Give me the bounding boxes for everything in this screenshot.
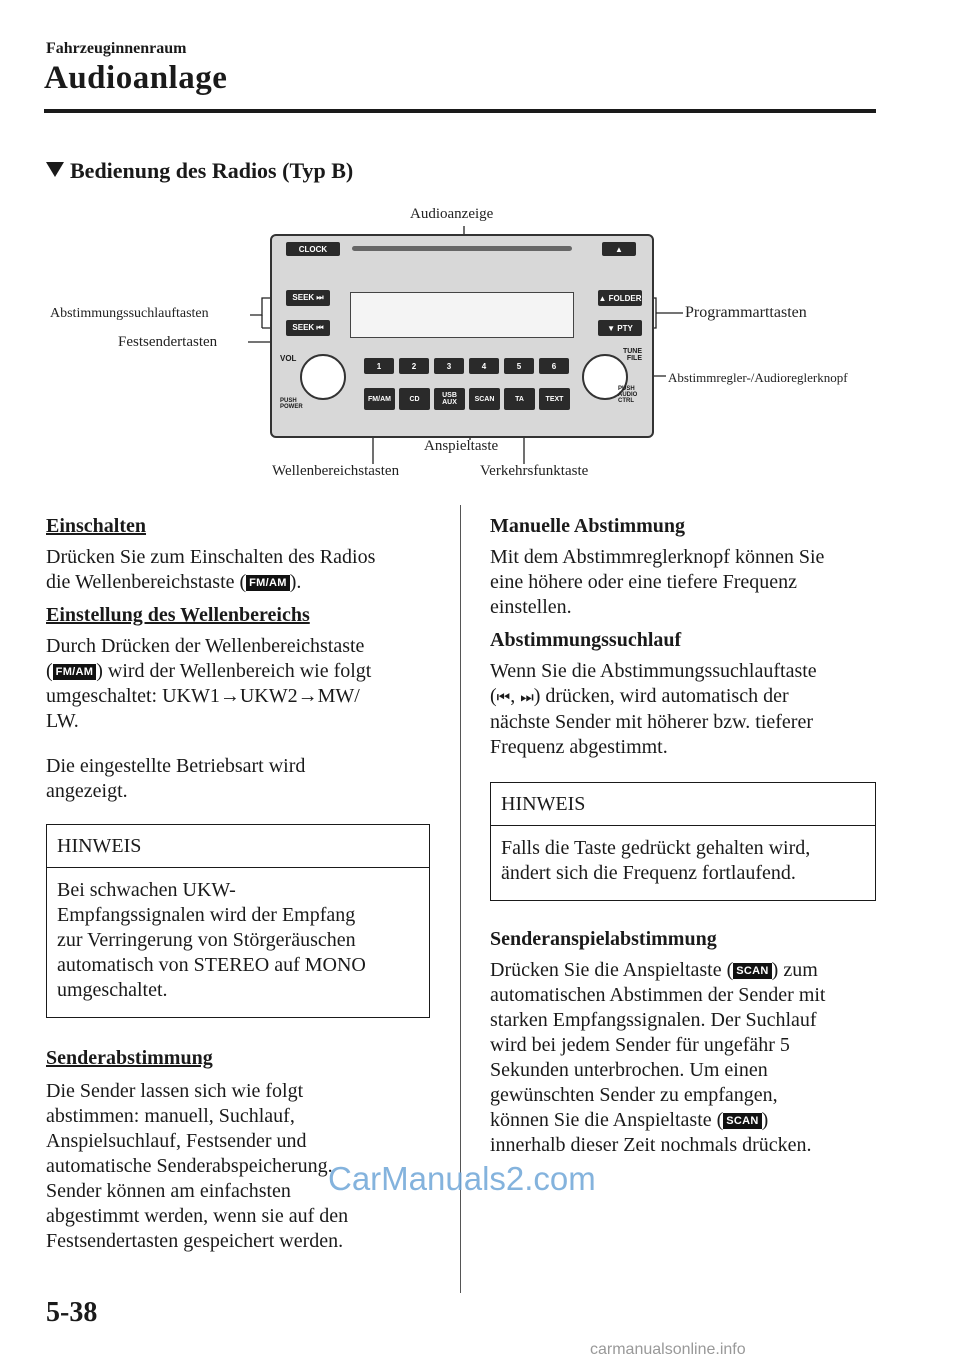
text-line: automatischen Abstimmen der Sender mit (490, 984, 826, 1006)
vol-label: VOL (280, 354, 297, 363)
note-heading: HINWEIS (47, 825, 429, 868)
seek-prev-icon: ⏮ (496, 688, 511, 706)
text-line: wird bei jedem Sender für ungefähr 5 (490, 1034, 790, 1056)
scan-badge-icon: SCAN (733, 963, 771, 979)
section-header: Fahrzeuginnenraum (46, 40, 187, 57)
page-number: 5-38 (46, 1297, 98, 1328)
preset-button-6[interactable]: 6 (539, 358, 569, 374)
preset-button-1[interactable]: 1 (364, 358, 394, 374)
seek-up-button[interactable]: SEEK ⏭ (286, 290, 330, 306)
header-rule (44, 109, 876, 113)
triangle-down-icon (46, 162, 64, 177)
tune-file-label: TUNE FILE (622, 348, 642, 362)
seek-down-button[interactable]: SEEK ⏮ (286, 320, 330, 336)
panel-button-text[interactable]: TEXT (539, 388, 570, 410)
text-line: Mit dem Abstimmreglerknopf können Sie (490, 546, 825, 568)
para-betriebsart: Die eingestellte Betriebsart wird angezeigt. (46, 755, 306, 802)
text-line: einstellen. (490, 596, 572, 618)
folder-button[interactable]: ▲ FOLDER (598, 290, 642, 306)
top-slot (352, 246, 572, 251)
heading-einschalten: Einschalten (46, 515, 147, 537)
label-audio-display: Audioanzeige (410, 206, 494, 222)
text-line: Festsendertasten gespeichert werden. (46, 1230, 344, 1252)
push-audio-label: PUSH AUDIO CTRL (618, 386, 638, 404)
clock-button[interactable]: CLOCK (286, 242, 340, 256)
para-einschalten: Drücken Sie zum Einschalten des Radios die Wellenbereichstaste ( FM/AM ). (46, 546, 376, 593)
volume-knob[interactable] (300, 354, 346, 400)
label-seek-buttons: Abstimmungssuchlauftasten (50, 306, 209, 321)
preset-button-3[interactable]: 3 (434, 358, 464, 374)
label-scan-button: Anspieltaste (424, 438, 499, 454)
note-line: ändert sich die Frequenz fortlaufend. (501, 862, 796, 884)
footer-site: carmanualsonline.info (590, 1341, 746, 1358)
text-line: Sekunden unterbrochen. Um einen (490, 1059, 768, 1081)
panel-button-cd[interactable]: CD (399, 388, 430, 410)
note-body (47, 868, 429, 1017)
heading-suchlauf: Abstimmungssuchlauf (490, 629, 682, 651)
preset-button-4[interactable]: 4 (469, 358, 499, 374)
note-body (491, 826, 875, 900)
text-line: abgestimmt werden, wenn sie auf den (46, 1205, 349, 1227)
preset-button-2[interactable]: 2 (399, 358, 429, 374)
label-tune-knob: Abstimmregler-/Audioreglerknopf (668, 370, 848, 385)
left-column (46, 514, 436, 1254)
label-ta-button: Verkehrsfunktaste (480, 463, 589, 479)
note-line: Falls die Taste gedrückt gehalten wird, (501, 837, 811, 859)
section-title-text: Bedienung des Radios (Typ B) (70, 158, 354, 183)
panel-button-scan[interactable]: SCAN (469, 388, 500, 410)
text-line: gewünschten Sender zu empfangen, (490, 1084, 778, 1106)
text-line: Sender können am einfachsten (46, 1180, 291, 1202)
note-box-2 (490, 782, 876, 901)
text-line: automatische Senderabspeicherung. (46, 1155, 333, 1177)
note-box-1 (46, 824, 430, 1018)
chapter-title: Audioanlage (44, 60, 228, 96)
note-line: automatisch von STEREO auf MONO (57, 954, 366, 976)
label-pty-buttons: Programmarttasten (685, 304, 807, 321)
panel-button-ta[interactable]: TA (504, 388, 535, 410)
heading-senderabstimmung: Senderabstimmung (46, 1047, 213, 1069)
note-heading: HINWEIS (491, 783, 875, 826)
panel-button-fm-am[interactable]: FM/AM (364, 388, 395, 410)
text-line: Anspielsuchlauf, Festsender und (46, 1130, 307, 1152)
bottom-buttons-row (364, 388, 574, 410)
label-preset-buttons: Festsendertasten (118, 334, 218, 350)
text-line: starken Empfangssignalen. Der Suchlauf (490, 1009, 817, 1031)
radio-figure (40, 200, 880, 490)
section-title (46, 158, 353, 184)
heading-wellenbereich: Einstellung des Wellenbereichs (46, 604, 310, 626)
label-band-button: Wellenbereichstasten (272, 463, 400, 479)
push-power-label: PUSH POWER (280, 398, 303, 410)
text-line: Die Sender lassen sich wie folgt (46, 1080, 304, 1102)
para-manuelle (490, 545, 880, 620)
right-column (490, 514, 880, 1158)
note-line: zur Verringerung von Störgeräuschen (57, 929, 356, 951)
note-line: umgeschaltet. (57, 979, 168, 1001)
fmam-badge-icon: FM/AM (246, 575, 290, 591)
eject-button[interactable]: ▲ (602, 242, 636, 256)
note-line: Bei schwachen UKW- (57, 879, 236, 901)
para-anspiel: Drücken Sie die Anspieltaste ( SCAN ) zum automatischen Abstimmen der Sender mit starken Empfangssignalen. Der Suchlauf wird bei jedem Sender für ungefähr 5 Sekunden unterbrochen. Um einen gewünschten Sender zu empfangen, können Sie die Anspieltaste ( SCAN ) innerhalb dieser Zeit nochmals drücken. (490, 959, 826, 1156)
radio-panel (270, 234, 654, 438)
fmam-badge-icon: FM/AM (53, 664, 97, 680)
preset-buttons-row (364, 358, 574, 374)
panel-button-usb-aux[interactable]: USB AUX (434, 388, 465, 410)
para-suchlauf: Wenn Sie die Abstimmungssuchlauftaste (⏮, ⏭) drücken, wird automatisch der nächste Sender mit höherer bzw. tieferer Frequenz abgestimmt. (490, 660, 817, 758)
heading-anspiel: Senderanspielabstimmung (490, 928, 717, 950)
seek-next-icon: ⏭ (520, 688, 534, 706)
text-line: eine höhere oder eine tiefere Frequenz (490, 571, 798, 593)
para-wellenbereich: Durch Drücken der Wellenbereichstaste ( FM/AM ) wird der Wellenbereich wie folgt umgeschaltet: UKW1→UKW2→MW/ LW. (46, 635, 372, 732)
text-line: abstimmen: manuell, Suchlauf, (46, 1105, 295, 1127)
heading-manuelle: Manuelle Abstimmung (490, 515, 686, 537)
pty-button[interactable]: ▼ PTY (598, 320, 642, 336)
note-line: Empfangssignalen wird der Empfang (57, 904, 356, 926)
scan-badge-icon: SCAN (723, 1113, 761, 1129)
preset-button-5[interactable]: 5 (504, 358, 534, 374)
audio-display (350, 292, 574, 338)
watermark: CarManuals2.com (328, 1160, 596, 1197)
